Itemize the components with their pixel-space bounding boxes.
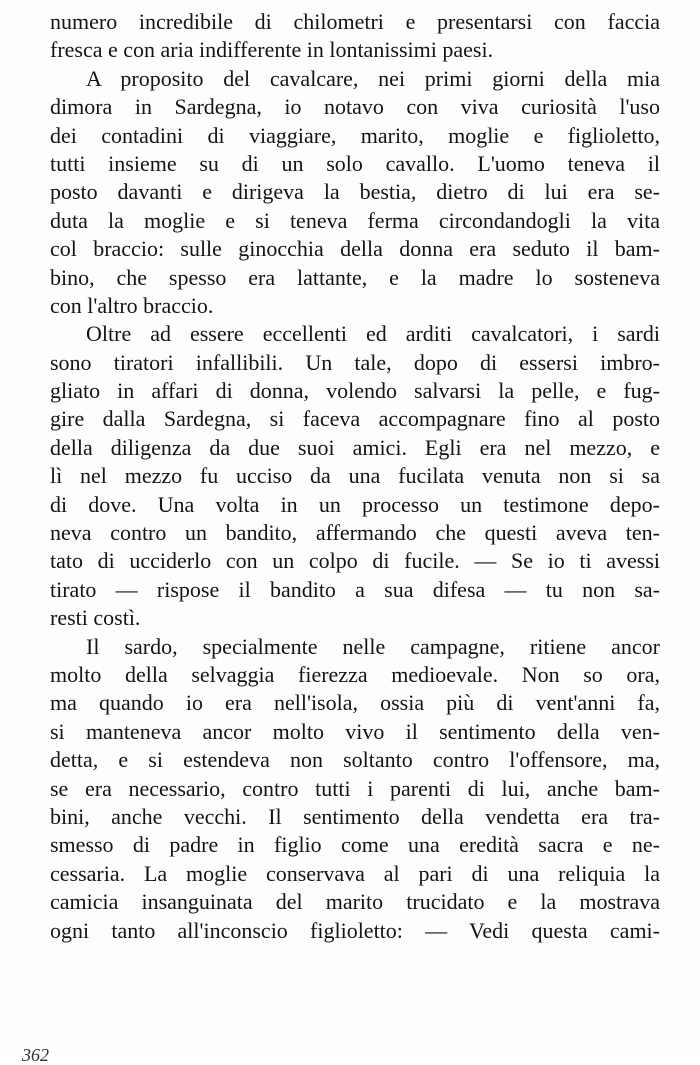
text-line: bino, che spesso era lattante, e la madre lo sosteneva [50, 264, 660, 290]
text-line: se era necessario, contro tutti i parenti di lui, anche bam- [50, 775, 660, 801]
text-line: Oltre ad essere eccellenti ed arditi cavalcatori, i sardi [86, 321, 660, 347]
text-line: dei contadini di viaggiare, marito, moglie e figlioletto, [50, 122, 660, 148]
text-line: smesso di padre in figlio come una eredità sacra e ne- [50, 832, 660, 858]
text-line: ma quando io era nell'isola, ossia più di vent'anni fa, [50, 690, 660, 716]
text-line: duta la moglie e si teneva ferma circondandogli la vita [50, 207, 660, 233]
text-line: Il sardo, specialmente nelle campagne, ritiene ancor [86, 633, 660, 659]
text-line: neva contro un bandito, affermando che questi aveva ten- [50, 520, 660, 546]
text-line: cessaria. La moglie conservava al pari di una reliquia la [50, 860, 660, 886]
page-number: 362 [22, 1045, 49, 1065]
text-line: numero incredibile di chilometri e presentarsi con faccia [50, 9, 660, 34]
body-text [50, 8, 660, 945]
text-line: gire dalla Sardegna, si faceva accompagnare fino al posto [50, 406, 660, 432]
text-line: lì nel mezzo fu ucciso da una fucilata venuta non si sa [50, 463, 660, 489]
text-line: di dove. Una volta in un processo un testimone depo- [50, 491, 660, 517]
text-line: tutti insieme su di un solo cavallo. L'uomo teneva il [50, 150, 660, 176]
text-line: camicia insanguinata del marito trucidato e la mostrava [50, 889, 660, 915]
text-line: resti costì. [50, 605, 141, 631]
text-line: tirato — rispose il bandito a sua difesa — tu non sa- [50, 576, 660, 602]
text-line: A proposito del cavalcare, nei primi giorni della mia [86, 65, 660, 91]
text-line: si manteneva ancor molto vivo il sentimento della ven- [50, 718, 660, 744]
text-line: bini, anche vecchi. Il sentimento della vendetta era tra- [50, 803, 660, 829]
text-line: detta, e si estendeva non soltanto contro l'offensore, ma, [50, 747, 660, 773]
text-line: tato di ucciderlo con un colpo di fucile. — Se io ti avessi [50, 548, 660, 574]
text-line: posto davanti e dirigeva la bestia, dietro di lui era se- [50, 179, 660, 205]
text-line: fresca e con aria indifferente in lontanissimi paesi. [50, 37, 494, 63]
text-line: sono tiratori infallibili. Un tale, dopo di essersi imbro- [50, 349, 660, 375]
text-line: con l'altro braccio. [50, 292, 214, 318]
text-line: dimora in Sardegna, io notavo con viva curiosità l'uso [50, 94, 660, 120]
text-line: molto della selvaggia fierezza medioevale. Non so ora, [50, 661, 660, 687]
text-line: della diligenza da due suoi amici. Egli era nel mezzo, e [50, 434, 660, 460]
text-line: ogni tanto all'inconscio figlioletto: — Vedi questa cami- [50, 917, 660, 943]
text-line: col braccio: sulle ginocchia della donna era seduto il bam- [50, 236, 660, 262]
text-line: gliato in affari di donna, volendo salvarsi la pelle, e fug- [50, 378, 660, 404]
